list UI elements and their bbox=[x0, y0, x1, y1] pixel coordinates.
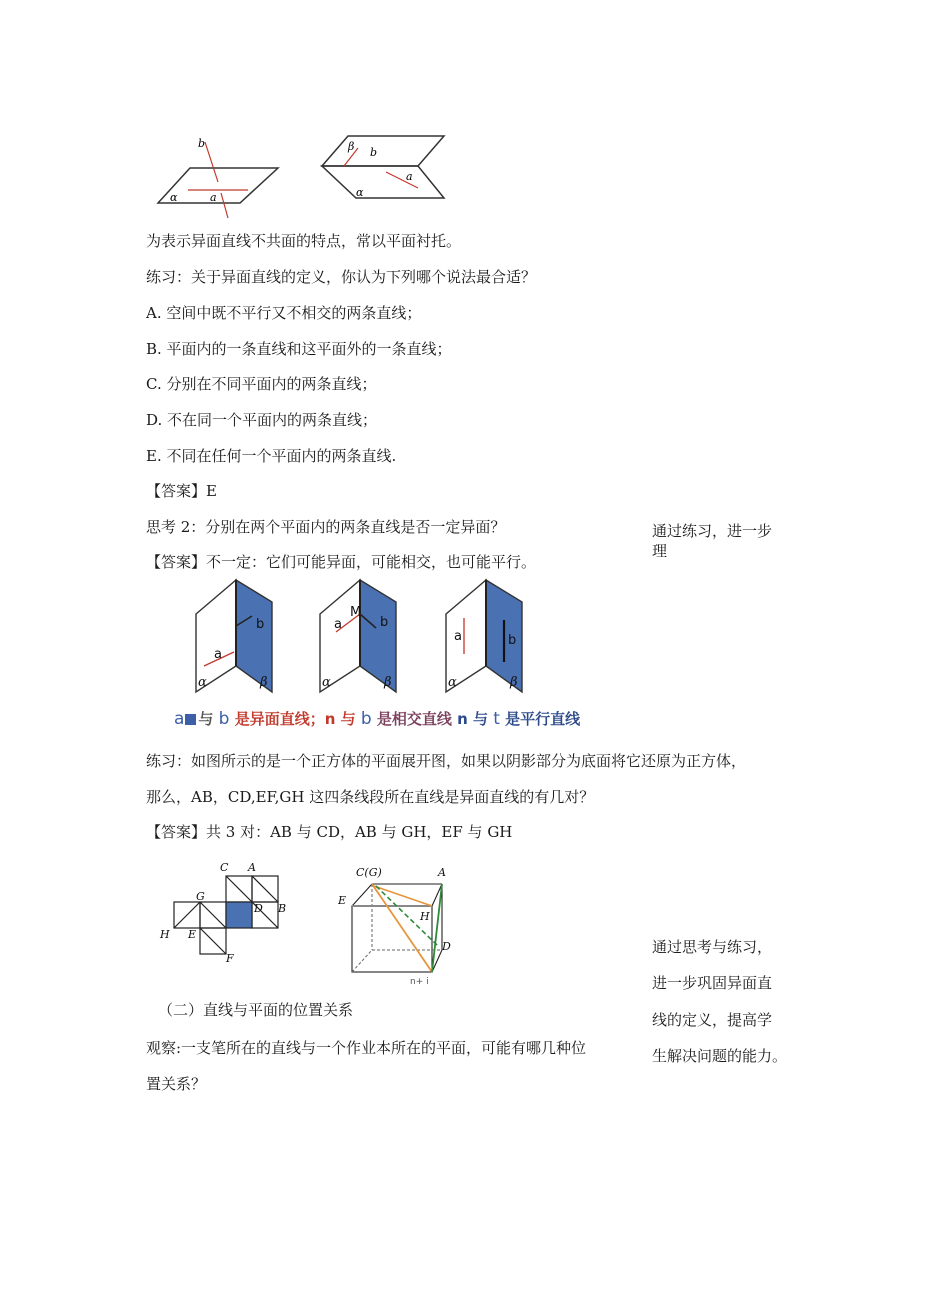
observe-line-1: 观察:一支笔所在的直线与一个作业本所在的平面，可能有哪几种位 bbox=[146, 1039, 587, 1057]
side-note-2a: 通过思考与练习， bbox=[652, 938, 773, 956]
fig-skew-label-a: a bbox=[214, 647, 222, 662]
caption-n-with: n 与 bbox=[457, 710, 489, 728]
cube-label-cg: C(G) bbox=[356, 866, 382, 879]
option-e: E. 不同在任何一个平面内的两条直线. bbox=[146, 447, 397, 465]
fig-skew-label-alpha: α bbox=[198, 675, 207, 690]
side-note-1a: 通过练习，进一步 bbox=[652, 522, 773, 540]
caption-a: a bbox=[174, 709, 185, 729]
caption-t: t bbox=[493, 709, 500, 729]
side-note-2b: 进一步巩固异面直 bbox=[652, 974, 773, 992]
plane-figure-parallel bbox=[440, 578, 530, 696]
net-label-a: A bbox=[248, 861, 256, 874]
caption-parallel: 是平行直线 bbox=[505, 710, 581, 728]
option-d: D. 不在同一个平面内的两条直线； bbox=[146, 411, 378, 429]
fig2-label-beta: β bbox=[348, 140, 355, 153]
think-2: 思考 2：分别在两个平面内的两条直线是否一定异面？ bbox=[146, 518, 506, 536]
cube-figure bbox=[334, 858, 464, 988]
section-2-heading: （二）直线与平面的位置关系 bbox=[158, 1001, 354, 1019]
side-note-2d: 生解决问题的能力。 bbox=[652, 1047, 788, 1065]
exercise-question: 练习：关于异面直线的定义，你认为下列哪个说法最合适？ bbox=[146, 268, 537, 286]
option-c: C. 分别在不同平面内的两条直线； bbox=[146, 375, 377, 393]
cube-net-figure bbox=[156, 856, 296, 966]
answer-2: 【答案】不一定：它们可能异面，可能相交，也可能平行。 bbox=[146, 553, 537, 571]
fig-skew-label-beta: β bbox=[260, 675, 268, 690]
cube-label-a: A bbox=[438, 866, 446, 879]
skew-figure-piercing bbox=[150, 130, 290, 225]
caption-skew: 是异面直线；n 与 bbox=[234, 710, 356, 728]
fig-par-label-b: b bbox=[508, 633, 517, 648]
exercise-2-line-1: 练习：如图所示的是一个正方体的平面展开图，如果以阴影部分为底面将它还原为正方体， bbox=[146, 752, 747, 770]
fig-par-label-beta: β bbox=[510, 675, 518, 690]
fig2-label-b: b bbox=[370, 146, 378, 159]
fig-par-label-a: a bbox=[454, 629, 462, 644]
plane-figures-caption bbox=[174, 708, 580, 729]
fig1-label-alpha: α bbox=[170, 191, 178, 204]
cube-label-e: E bbox=[338, 894, 347, 907]
caption-b-2: b bbox=[360, 709, 372, 729]
caption-b-1: b bbox=[218, 709, 230, 729]
side-note-1b: 理 bbox=[652, 542, 668, 560]
caption-square-glyph bbox=[185, 714, 196, 725]
plane-figure-skew bbox=[190, 578, 280, 696]
text-line-intro: 为表示异面直线不共面的特点，常以平面衬托。 bbox=[146, 232, 462, 250]
fig-int-label-alpha: α bbox=[322, 675, 331, 690]
fig-skew-label-b: b bbox=[256, 617, 265, 632]
side-note-2c: 线的定义，提高学 bbox=[652, 1011, 773, 1029]
fig-int-label-a: a bbox=[334, 617, 342, 632]
net-label-g: G bbox=[196, 890, 205, 903]
net-label-c: C bbox=[220, 861, 229, 874]
skew-figure-two-planes bbox=[318, 128, 453, 210]
option-a: A. 空间中既不平行又不相交的两条直线； bbox=[146, 304, 422, 322]
fig1-label-a: a bbox=[210, 191, 217, 204]
net-label-h: H bbox=[160, 928, 170, 941]
fig-int-label-m: M bbox=[350, 605, 362, 620]
caption-with-1: 与 bbox=[198, 710, 214, 728]
net-label-f: F bbox=[226, 952, 234, 965]
fig1-label-b: b bbox=[198, 137, 206, 150]
fig2-label-a: a bbox=[406, 170, 413, 183]
plane-figure-intersect bbox=[314, 578, 404, 696]
cube-label-d: D bbox=[442, 940, 451, 953]
net-label-d: D bbox=[254, 902, 263, 915]
cube-foot-label: n+ i bbox=[410, 977, 429, 987]
fig-int-label-b: b bbox=[380, 615, 389, 630]
fig-int-label-beta: β bbox=[384, 675, 392, 690]
net-label-e: E bbox=[188, 928, 197, 941]
exercise-2-line-2: 那么，AB，CD,EF,GH 这四条线段所在直线是异面直线的有几对？ bbox=[146, 788, 595, 806]
answer-3: 【答案】共 3 对：AB 与 CD，AB 与 GH，EF 与 GH bbox=[146, 823, 513, 841]
observe-line-2: 置关系？ bbox=[146, 1075, 207, 1093]
net-label-b: B bbox=[278, 902, 287, 915]
fig2-label-alpha: α bbox=[356, 186, 364, 199]
fig-par-label-alpha: α bbox=[448, 675, 457, 690]
cube-label-h: H bbox=[420, 910, 430, 923]
option-b: B. 平面内的一条直线和这平面外的一条直线； bbox=[146, 340, 452, 358]
caption-intersect: 是相交直线 bbox=[376, 710, 452, 728]
answer-1: 【答案】E bbox=[146, 482, 217, 500]
